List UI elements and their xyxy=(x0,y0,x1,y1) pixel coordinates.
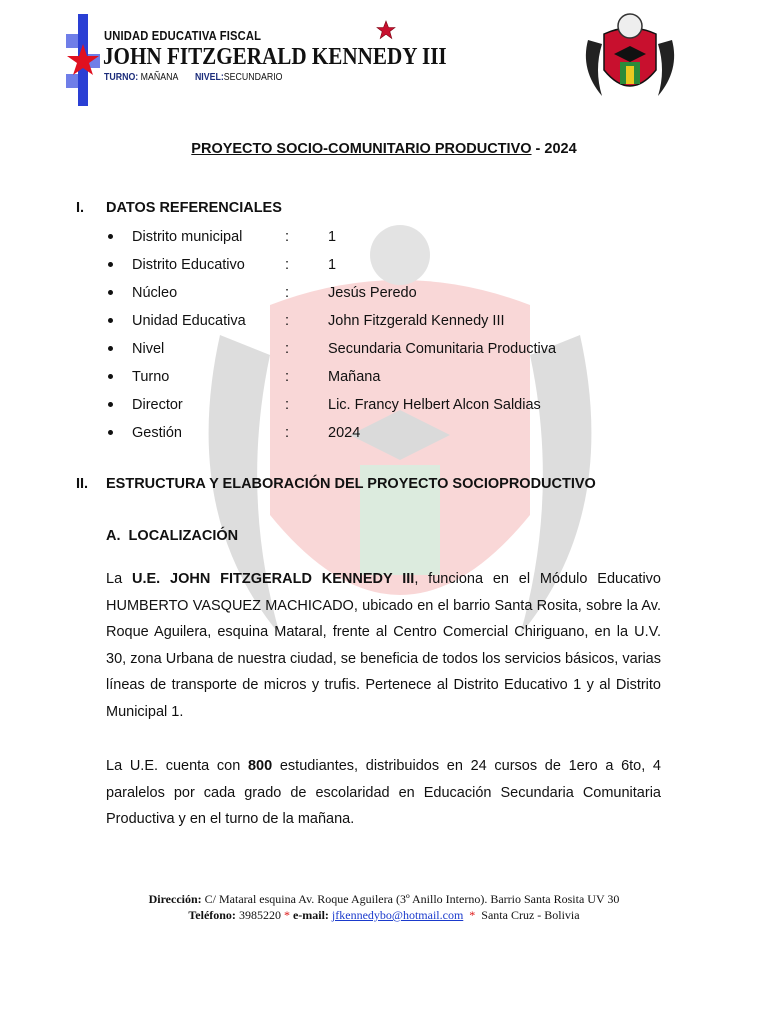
phone-text: 3985220 xyxy=(235,908,284,922)
item-value: 1 xyxy=(328,229,337,245)
turno-label: TURNO: xyxy=(104,72,139,83)
red-star-icon xyxy=(376,20,396,40)
item-separator: : xyxy=(285,425,290,441)
school-name: JOHN FITZGERALD KENNEDY III xyxy=(103,44,447,70)
address-text: C/ Mataral esquina Av. Roque Aguilera (3º Anillo Interno). Barrio Santa Rosita UV 30 xyxy=(201,892,620,906)
section-1-heading xyxy=(76,200,282,216)
item-separator: : xyxy=(285,369,290,385)
bullet-icon xyxy=(108,402,113,407)
list-item xyxy=(105,338,625,366)
section-2-number: II. xyxy=(76,476,89,492)
bullet-icon xyxy=(108,430,113,435)
email-label: e-mail: xyxy=(289,908,332,922)
item-value: Secundaria Comunitaria Productiva xyxy=(328,341,557,357)
nivel-value: SECUNDARIO xyxy=(223,72,283,83)
bullet-icon xyxy=(108,290,113,295)
footer-contact-line xyxy=(0,907,768,923)
item-value: Lic. Francy Helbert Alcon Saldias xyxy=(328,397,541,413)
reference-data-list xyxy=(105,226,625,450)
bullet-icon xyxy=(108,346,113,351)
item-value: Jesús Peredo xyxy=(328,285,417,301)
paragraph-text: , funciona en el Módulo Educativo HUMBERTO VASQUEZ MACHICADO, ubicado en el barrio Santa Rosita, sobre la Av. Roque Aguilera, esquina Mataral, frente al Centro Comercial Chiriguano, en la U.V. 30, zona Urbana de nuestra ciudad, se beneficia de todos los servicios básicos, varias líneas de transporte de micros y trufis. Pertenece al Distrito Educativo 1 y al Distrito Municipal 1. xyxy=(106,571,661,720)
item-label: Núcleo xyxy=(132,285,178,301)
item-separator: : xyxy=(285,313,290,329)
item-label: Distrito municipal xyxy=(132,229,243,245)
title-main: PROYECTO SOCIO-COMUNITARIO PRODUCTIVO xyxy=(191,141,532,157)
item-label: Distrito Educativo xyxy=(132,257,245,273)
title-year: - 2024 xyxy=(531,141,577,157)
item-label: Nivel xyxy=(132,341,165,357)
section-2-heading xyxy=(76,476,596,492)
section-1-title: DATOS REFERENCIALES xyxy=(106,200,282,216)
list-item xyxy=(105,366,625,394)
list-item xyxy=(105,254,625,282)
list-item xyxy=(105,394,625,422)
bullet-icon xyxy=(108,374,113,379)
school-crest-icon xyxy=(580,10,680,104)
item-value: 1 xyxy=(328,257,337,273)
paragraph-text: La xyxy=(106,571,132,587)
turno-value: MAÑANA xyxy=(140,72,178,83)
bullet-icon xyxy=(108,318,113,323)
email-link[interactable]: jfkennedybo@hotmail.com xyxy=(331,908,464,922)
bullet-icon xyxy=(108,234,113,239)
address-label: Dirección: xyxy=(148,892,202,906)
item-separator: : xyxy=(285,257,290,273)
section-1-number: I. xyxy=(76,200,85,216)
page-footer xyxy=(0,891,768,923)
star-separator: * xyxy=(469,908,476,922)
star-separator: * xyxy=(283,908,290,922)
paragraph-bold-text: U.E. JOHN FITZGERALD KENNEDY III xyxy=(131,571,415,587)
list-item xyxy=(105,310,625,338)
document-title xyxy=(0,141,768,157)
item-label: Director xyxy=(132,397,183,413)
school-type: UNIDAD EDUCATIVA FISCAL xyxy=(104,28,262,43)
item-label: Turno xyxy=(132,369,170,385)
item-label: Unidad Educativa xyxy=(132,313,246,329)
section-2-title: ESTRUCTURA Y ELABORACIÓN DEL PROYECTO SOCIOPRODUCTIVO xyxy=(106,476,596,492)
school-logo-icon xyxy=(66,14,100,106)
list-item xyxy=(105,422,625,450)
shift-level-line xyxy=(104,72,282,83)
phone-label: Teléfono: xyxy=(188,908,236,922)
item-label: Gestión xyxy=(132,425,182,441)
paragraph-students xyxy=(106,753,661,833)
item-value: John Fitzgerald Kennedy III xyxy=(328,313,505,329)
subsection-heading: A. LOCALIZACIÓN xyxy=(106,528,239,544)
paragraph-location xyxy=(106,566,661,725)
list-item xyxy=(105,226,625,254)
paragraph-bold-text: 800 xyxy=(247,758,273,774)
nivel-label: NIVEL: xyxy=(194,72,224,83)
item-separator: : xyxy=(285,285,290,301)
bullet-icon xyxy=(108,262,113,267)
item-value: Mañana xyxy=(328,369,381,385)
item-separator: : xyxy=(285,341,290,357)
paragraph-text: estudiantes, distribuidos en 24 cursos de 1ero a 6to, 4 paralelos por cada grado de escolaridad en Educación Secundaria Comunitaria Productiva y en el turno de la mañana. xyxy=(106,758,661,827)
item-separator: : xyxy=(285,397,290,413)
item-separator: : xyxy=(285,229,290,245)
paragraph-text: La U.E. cuenta con xyxy=(106,758,248,774)
item-value: 2024 xyxy=(328,425,361,441)
list-item xyxy=(105,282,625,310)
city-text: Santa Cruz - Bolivia xyxy=(475,908,580,922)
footer-address-line xyxy=(0,891,768,907)
